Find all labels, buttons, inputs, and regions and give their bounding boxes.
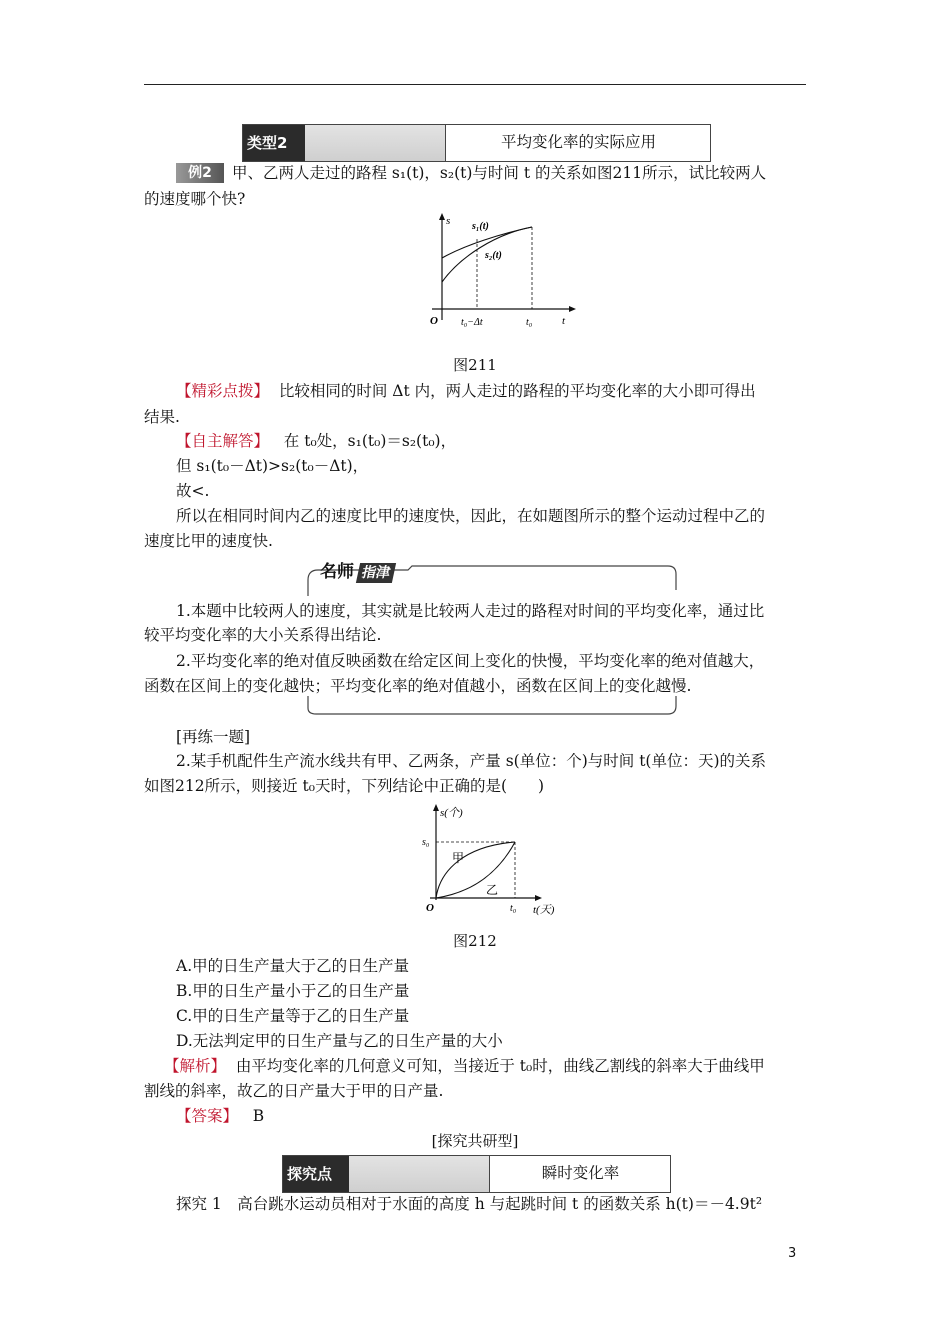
hint-line-1 — [176, 380, 756, 402]
example-line-1: 甲、乙两人走过的路程 s₁(t)，s₂(t)与时间 t 的关系如图211所示，试比较两人 — [232, 164, 767, 182]
fig212-x-arrow — [535, 895, 542, 901]
explore-line-1: 探究 1 高台跳水运动员相对于水面的高度 h 与起跳时间 t 的函数关系 h(t)＝－4.9t² — [176, 1195, 763, 1213]
solution-line-2: 但 s₁(t₀－Δt)>s₂(t₀－Δt)， — [176, 457, 369, 475]
fig211-axis-x-label: t — [562, 315, 566, 327]
analysis-tag: 【解析】 — [164, 1057, 227, 1075]
solution-tag: 【自主解答】 — [176, 432, 270, 450]
answer-tag: 【答案】 — [176, 1107, 239, 1125]
type2-header — [242, 124, 711, 162]
hint-text-1: 比较相同的时间 Δt 内，两人走过的路程的平均变化率的大小即可得出 — [278, 382, 756, 400]
fig211-origin: O — [430, 315, 438, 327]
solution-line-3: 故<. — [176, 482, 210, 500]
teacher-title — [320, 560, 394, 584]
figure-211-caption: 图211 — [453, 356, 497, 374]
fig211-x-arrow — [569, 306, 576, 312]
practice-heading: [再练一题] — [176, 728, 251, 746]
fig212-y-arrow — [433, 804, 439, 811]
explore-title: 瞬时变化率 — [489, 1156, 671, 1192]
analysis-text-1: 由平均变化率的几何意义可知，当接近于 t₀时，曲线乙割线的斜率大于曲线甲 — [235, 1057, 765, 1075]
type2-grey-band — [305, 125, 445, 161]
fig212-s0: s₀ — [422, 837, 430, 848]
fig212-curve-yi — [436, 842, 515, 898]
example-badge — [176, 163, 224, 183]
solution-line-5: 速度比甲的速度快. — [144, 532, 273, 550]
option-c: C.甲的日生产量等于乙的日生产量 — [176, 1007, 410, 1025]
teacher-title-b: 指津 — [356, 563, 396, 583]
solution-line-4: 所以在相同时间内乙的速度比甲的速度快，因此，在如题图所示的整个运动过程中乙的 — [176, 507, 766, 525]
analysis-line-1 — [164, 1055, 765, 1077]
example-badge-label: 例2 — [188, 165, 212, 181]
figure-211 — [420, 212, 580, 334]
fig211-tick-2: t₀ — [526, 317, 533, 328]
fig211-y-arrow — [439, 213, 445, 220]
explore-header — [282, 1155, 671, 1193]
teacher-p1-line-2: 较平均变化率的大小关系得出结论. — [144, 626, 382, 644]
solution-line-1 — [176, 430, 456, 452]
explore-badge: 探究点 — [283, 1156, 349, 1192]
hint-tag: 【精彩点拨】 — [176, 382, 270, 400]
explore-grey-band — [349, 1156, 489, 1192]
fig211-curve1-label: s₁(t) — [472, 221, 489, 232]
fig212-label-yi: 乙 — [486, 883, 499, 897]
fig212-t0: t₀ — [510, 903, 517, 914]
explore-section-title: [探究共研型] — [431, 1132, 519, 1150]
type2-title: 平均变化率的实际应用 — [445, 125, 711, 161]
teacher-p2-line-2: 函数在区间上的变化越快；平均变化率的绝对值越小，函数在区间上的变化越慢. — [144, 677, 692, 695]
page-number: 3 — [788, 1246, 797, 1261]
fig212-axis-x-label: t(天) — [533, 904, 555, 916]
answer-value: B — [252, 1107, 265, 1125]
option-d: D.无法判定甲的日生产量与乙的日生产量的大小 — [176, 1032, 503, 1050]
fig211-axis-y-label: s — [446, 215, 451, 227]
type2-badge: 类型2 — [243, 125, 305, 161]
option-a: A.甲的日生产量大于乙的日生产量 — [176, 957, 410, 975]
fig211-curve2-label: s₂(t) — [485, 250, 502, 261]
practice-line-1: 2.某手机配件生产流水线共有甲、乙两条，产量 s(单位：个)与时间 t(单位：天)的关系 — [176, 752, 767, 770]
practice-line-2: 如图212所示，则接近 t₀天时，下列结论中正确的是( ) — [144, 777, 545, 795]
answer-line — [176, 1105, 264, 1127]
fig212-origin: O — [426, 902, 434, 914]
solution-text-1: 在 t₀处，s₁(t₀)＝s₂(t₀)， — [283, 432, 457, 450]
teacher-p1-line-1: 1.本题中比较两人的速度，其实就是比较两人走过的路程对时间的平均变化率，通过比 — [176, 602, 765, 620]
figure-212 — [420, 800, 570, 920]
top-rule — [144, 84, 806, 85]
fig212-curve-jia — [436, 842, 515, 898]
example-line-2: 的速度哪个快? — [144, 190, 246, 208]
fig212-axis-y-label: s(个) — [440, 807, 463, 819]
teacher-p2-line-1: 2.平均变化率的绝对值反映函数在给定区间上变化的快慢，平均变化率的绝对值越大， — [176, 652, 765, 670]
fig212-label-jia: 甲 — [452, 851, 465, 865]
figure-212-caption: 图212 — [453, 932, 497, 950]
hint-line-2: 结果. — [144, 408, 180, 426]
analysis-line-2: 割线的斜率，故乙的日产量大于甲的日产量. — [144, 1082, 444, 1100]
option-b: B.甲的日生产量小于乙的日生产量 — [176, 982, 410, 1000]
teacher-title-a: 名师 — [320, 562, 354, 582]
fig211-tick-1: t₀−Δt — [461, 317, 483, 328]
